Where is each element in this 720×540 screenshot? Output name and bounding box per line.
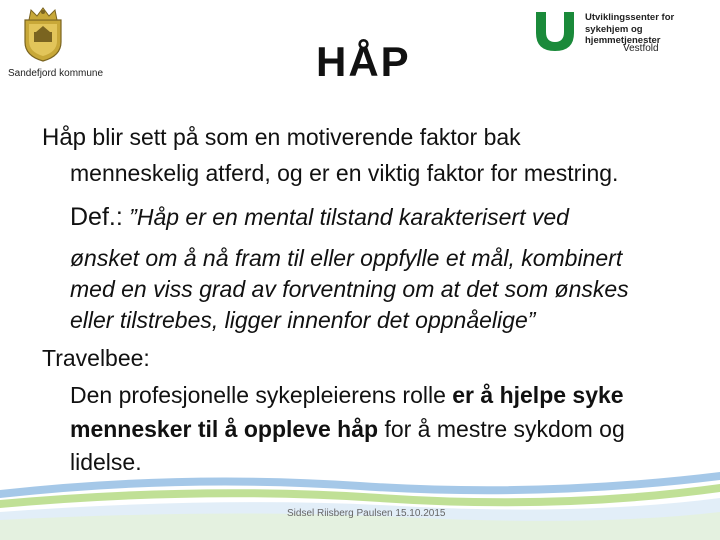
travelbee-emphasis-1: er å hjelpe syke	[452, 382, 624, 408]
usht-logo-icon	[534, 10, 576, 52]
definition-line-3: med en viss grad av forventning om at det som ønskes	[70, 276, 629, 302]
county-label: Vestfold	[623, 43, 659, 54]
usht-name-line1: Utviklingssenter for	[585, 12, 675, 23]
paragraph-1-text: blir sett på som en motiverende faktor bak	[86, 124, 521, 150]
usht-name-line2: sykehjem og hjemmetjenester	[585, 24, 661, 46]
definition-line-1	[70, 202, 569, 233]
hope-keyword: Håp	[42, 124, 87, 151]
municipality-name: Sandefjord kommune	[8, 68, 104, 79]
footer-wave-decoration	[0, 460, 720, 540]
paragraph-1-line-2: menneskelig atferd, og er en viktig faktor for mestring.	[70, 160, 619, 186]
definition-line-2: ønsket om å nå fram til eller oppfylle et mål, kombinert	[70, 245, 623, 271]
paragraph-1-line-1	[42, 122, 521, 153]
sandefjord-crest-logo	[21, 6, 65, 62]
travelbee-text-2: for å mestre sykdom og	[378, 416, 625, 442]
travelbee-line-1	[70, 380, 624, 411]
definition-line-4: eller tilstrebes, ligger innenfor det oppnåelige”	[70, 307, 536, 333]
travelbee-emphasis-2: mennesker til å oppleve håp	[70, 416, 379, 442]
footer-author-date: Sidsel Riisberg Paulsen 15.10.2015	[287, 508, 446, 519]
travelbee-text: Den profesjonelle sykepleierens rolle	[70, 382, 453, 408]
definition-text-start: ”Håp er en mental tilstand karakterisert ved	[122, 204, 569, 230]
page-title: HÅP	[316, 38, 411, 85]
travelbee-heading: Travelbee:	[42, 345, 150, 371]
travelbee-line-3: lidelse.	[70, 449, 142, 475]
travelbee-line-2	[70, 414, 625, 445]
definition-label: Def.:	[70, 203, 123, 231]
